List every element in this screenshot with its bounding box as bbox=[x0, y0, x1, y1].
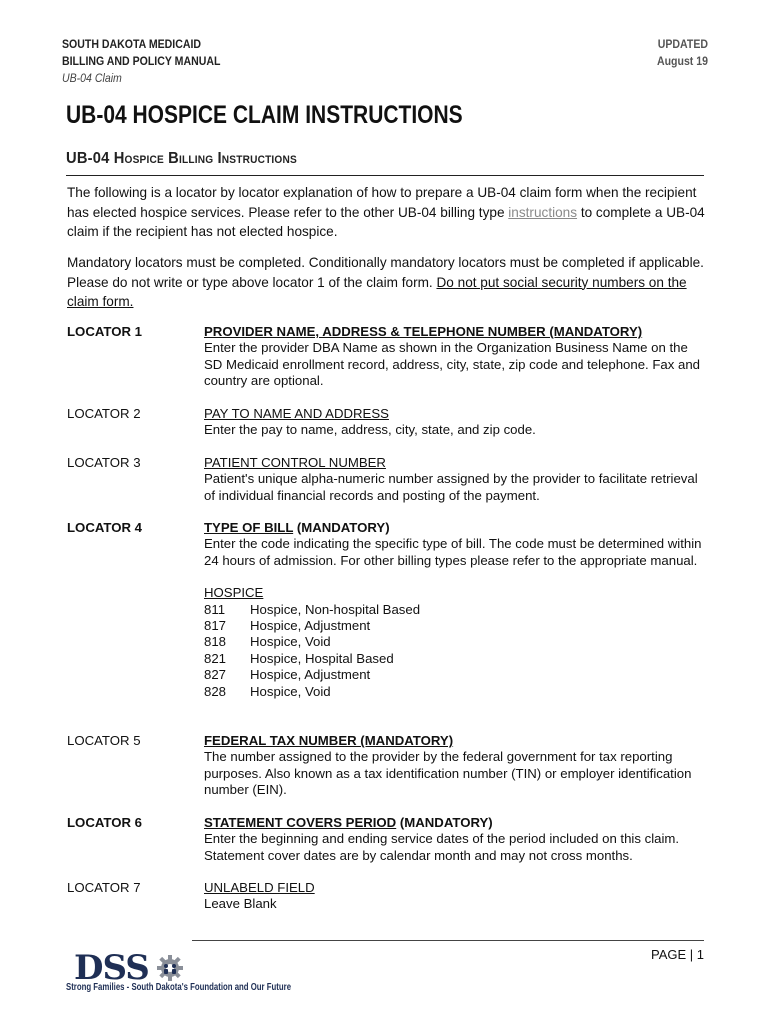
footer-divider bbox=[192, 940, 704, 941]
locator-5-heading: FEDERAL TAX NUMBER (MANDATORY) bbox=[204, 733, 454, 748]
code-row bbox=[204, 602, 704, 618]
header-agency: SOUTH DAKOTA MEDICAID bbox=[62, 37, 202, 51]
code-desc: Hospice, Adjustment bbox=[250, 667, 371, 683]
code-desc: Hospice, Void bbox=[250, 634, 331, 650]
header-section: UB-04 Claim bbox=[62, 71, 122, 85]
header-manual: BILLING AND POLICY MANUAL bbox=[62, 54, 221, 68]
code-desc: Hospice, Non-hospital Based bbox=[250, 601, 421, 617]
locator-1-body bbox=[204, 324, 704, 390]
locator-6-heading: STATEMENT COVERS PERIOD bbox=[204, 815, 397, 830]
page-number: PAGE | 1 bbox=[651, 947, 704, 962]
code-row bbox=[204, 618, 704, 634]
locator-7-body bbox=[204, 880, 704, 913]
locator-3-heading: PATIENT CONTROL NUMBER bbox=[204, 455, 386, 470]
ssn-warning: Do not put social security numbers on the claim form. bbox=[67, 274, 687, 309]
mandatory-paragraph bbox=[67, 253, 707, 312]
mandatory-text: Mandatory locators must be completed. Conditionally mandatory locators must be completed if applicable. Please do not write or type above locator 1 of the claim form. bbox=[67, 255, 704, 290]
intro-text: The following is a locator by locator explanation of how to prepare a UB-04 claim form when the recipient has elected hospice services. Please refer to the other UB-04 billing type bbox=[67, 185, 697, 220]
code-value: 811 bbox=[204, 601, 226, 617]
locator-1-label: LOCATOR 1 bbox=[67, 324, 142, 339]
locator-3-body bbox=[204, 455, 704, 504]
locator-5-body bbox=[204, 733, 704, 799]
locator-2-label: LOCATOR 2 bbox=[67, 406, 141, 421]
code-value: 828 bbox=[204, 683, 227, 699]
page-title: UB-04 HOSPICE CLAIM INSTRUCTIONS bbox=[66, 101, 463, 129]
locator-3-text: Patient's unique alpha-numeric number assigned by the provider to facilitate retrieval of individual financial records and posting of the payment. bbox=[204, 471, 698, 503]
code-desc: Hospice, Hospital Based bbox=[250, 650, 394, 666]
updated-header bbox=[657, 36, 708, 70]
locator-5-text: The number assigned to the provider by the federal government for tax reporting purposes. Also known as a tax identification number (TIN) or employer identification number (EIN). bbox=[204, 749, 692, 798]
locator-4-text: Enter the code indicating the specific type of bill. The code must be determined within 24 hours of admission. For other billing types please refer to the appropriate manual. bbox=[204, 536, 702, 568]
code-row bbox=[204, 667, 704, 683]
locator-7-heading: UNLABELD FIELD bbox=[204, 880, 315, 895]
locator-2-text: Enter the pay to name, address, city, state, and zip code. bbox=[204, 422, 536, 438]
locator-4-body bbox=[204, 520, 704, 700]
locator-2-heading: PAY TO NAME AND ADDRESS bbox=[204, 406, 389, 421]
locator-4-heading: TYPE OF BILL bbox=[204, 520, 294, 535]
code-value: 818 bbox=[204, 634, 227, 650]
gear-icon bbox=[154, 952, 186, 984]
locator-7-label: LOCATOR 7 bbox=[67, 880, 141, 895]
code-desc: Hospice, Adjustment bbox=[250, 618, 371, 634]
section-subtitle: UB-04 Hospice Billing Instructions bbox=[66, 150, 297, 167]
code-value: 821 bbox=[204, 650, 227, 666]
subtitle-divider bbox=[66, 175, 704, 176]
instructions-link[interactable]: instructions bbox=[508, 204, 578, 220]
code-desc: Hospice, Void bbox=[250, 683, 331, 699]
intro-text-end: to complete a UB-04 claim if the recipient has not elected hospice. bbox=[67, 204, 705, 239]
locator-1-text: Enter the provider DBA Name as shown in the Organization Business Name on the SD Medicaid enrollment record, address, city, state, zip code and telephone. Fax and country are optional. bbox=[204, 340, 701, 389]
intro-paragraph bbox=[67, 183, 707, 242]
locator-3-label: LOCATOR 3 bbox=[67, 455, 141, 470]
locator-1-heading: PROVIDER NAME, ADDRESS & TELEPHONE NUMBER (MANDATORY) bbox=[204, 324, 643, 339]
manual-header bbox=[62, 36, 220, 87]
updated-label: UPDATED bbox=[657, 37, 708, 51]
logo-wordmark: DSS bbox=[74, 948, 149, 988]
bill-type-codes bbox=[204, 585, 704, 700]
locator-4-label: LOCATOR 4 bbox=[67, 520, 142, 535]
code-row bbox=[204, 651, 704, 667]
dss-logo bbox=[66, 948, 316, 1000]
logo-tagline: Strong Families - South Dakota's Foundation and Our Future bbox=[66, 982, 292, 993]
locator-2-body bbox=[204, 406, 704, 439]
locator-6-body bbox=[204, 815, 704, 864]
code-value: 817 bbox=[204, 618, 227, 634]
locator-4-mandatory: (MANDATORY) bbox=[293, 520, 390, 535]
locator-5-label: LOCATOR 5 bbox=[67, 733, 141, 748]
code-row bbox=[204, 634, 704, 650]
code-row bbox=[204, 684, 704, 700]
code-value: 827 bbox=[204, 667, 227, 683]
locator-7-text: Leave Blank bbox=[204, 896, 277, 912]
locator-6-text: Enter the beginning and ending service dates of the period included on this claim. Statement cover dates are by calendar month and may not cross months. bbox=[204, 831, 680, 863]
locator-6-label: LOCATOR 6 bbox=[67, 815, 142, 830]
locator-6-mandatory: (MANDATORY) bbox=[396, 815, 493, 830]
codes-heading: HOSPICE bbox=[204, 585, 264, 601]
updated-date: August 19 bbox=[656, 54, 708, 68]
